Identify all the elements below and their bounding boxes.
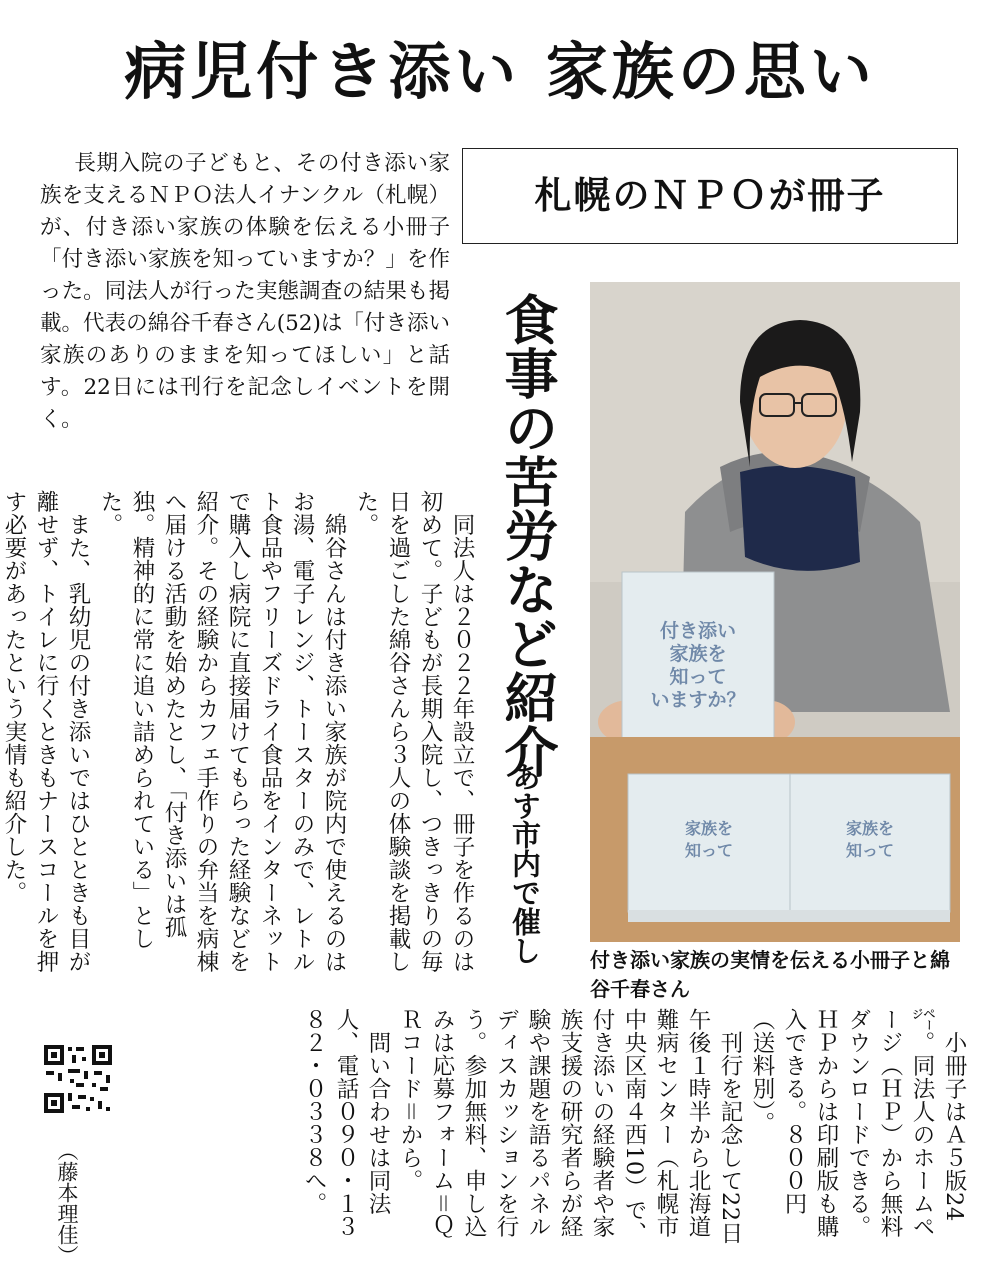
photo-illustration	[590, 282, 960, 942]
qr-code-icon[interactable]	[42, 1043, 114, 1115]
subhead-sub: あす市内で催し	[508, 762, 542, 965]
lead-paragraph: 長期入院の子どもと、その付き添い家族を支えるＮＰＯ法人イナンクル（札幌）が、付き添い家族の体験を伝える小冊子「付き添い家族を知っていますか？」を作った。同法人が行った実態調査の結果も掲載。代表の綿谷千春さん(52)は「付き添い家族のありのままを知ってほしい」と話す。22日には刊行を記念しイベントを開く。	[40, 151, 450, 432]
photo	[590, 282, 960, 942]
booklet-title-line: 知って	[669, 666, 727, 688]
body-paragraph: 同法人は２０２２年設立で、冊子を作るのは初めて。子どもが長期入院し、つきっきりの毎日を過ごした綿谷さんら３人の体験談を掲載した。	[353, 490, 475, 973]
booklet-title-line: 家族を	[669, 643, 727, 665]
headline: 病児付き添い 家族の思い	[124, 35, 876, 108]
body-paragraph: 刊行を記念して22日午後１時半から北海道難病センター（札幌市中央区南４西10）で、付き添いの経験者や家族支援の研究者らが経験や課題を語るパネルディスカッションを行う。参加無料、申し込みは応募フォーム＝ＱＲコード＝から。	[397, 1008, 743, 1245]
booklet-title-line: いますか？	[650, 689, 746, 711]
photo-caption: 付き添い家族の実情を伝える小冊子と綿谷千春さん	[590, 948, 950, 1001]
body-paragraph: 綿谷さんは付き添い家族が院内で使えるのはお湯、電子レンジ、トースターのみで、レトルト食品やフリーズドライ食品をインターネットで購入し病院に直接届けてもらった経験などを紹介。その経験からカフェ手作りの弁当を病棟へ届ける活動を始めたとし、「付き添いは孤独。精神的に常に追い詰められている」とした。	[97, 490, 347, 973]
booklet-title-line: 家族を	[845, 819, 895, 838]
body-column-lower	[142, 1008, 970, 1258]
booklet-title-line: 付き添い	[659, 620, 737, 642]
booklet-title-line: 家族を	[684, 819, 734, 838]
subhead-box: 札幌のＮＰＯが冊子	[462, 148, 958, 244]
subhead-main: 食事の苦労など紹介	[496, 292, 560, 778]
body-paragraph: 問い合わせは同法人、電話０９０・１３８２・０３３８へ。	[301, 1008, 391, 1238]
byline: （藤本理佳）	[55, 1140, 79, 1266]
body-paragraph: また、乳幼児の付き添いではひとときも目が離せず、トイレに行くときもナースコールを押す必要があったという実情も紹介した。	[1, 490, 91, 973]
body-column-upper	[1, 490, 478, 975]
booklet-title-line: 知って	[684, 841, 734, 860]
body-paragraph: 小冊子はＡ５版24㌻。同法人のホームページ（ＨＰ）から無料ダウンロードできる。ＨＰからは印刷版も購入できる。８００円（送料別）。	[749, 1008, 967, 1238]
booklet-title-line: 知って	[845, 841, 895, 860]
